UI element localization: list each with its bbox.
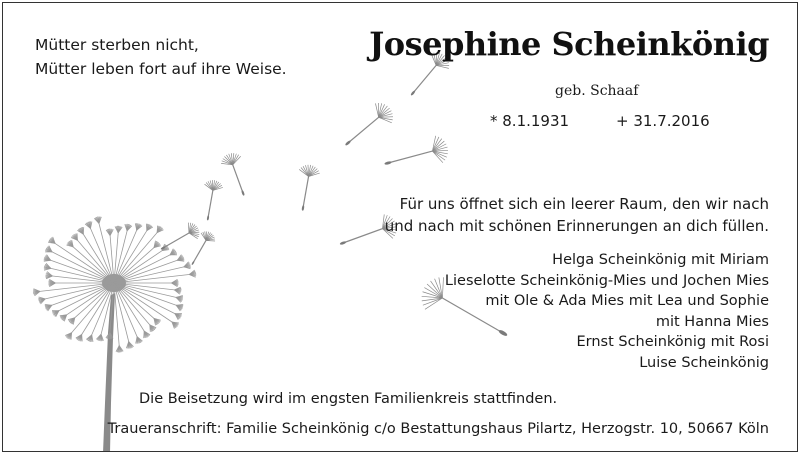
mourner-line: Lieselotte Scheinkönig-Mies und Jochen Mies <box>445 271 769 292</box>
head-seed-tuft <box>65 333 71 340</box>
head-seed-tuft <box>154 318 161 325</box>
mourner-line: mit Hanna Mies <box>445 312 769 333</box>
head-seed-tuft <box>68 318 75 325</box>
head-seed-tuft <box>86 335 93 342</box>
birth-name: geb. Schaaf <box>555 83 638 99</box>
head-seed-tuft <box>189 270 196 277</box>
head-seed-tuft <box>146 224 152 231</box>
dandelion-head-seeds <box>33 217 196 353</box>
head-seed-tuft <box>45 304 52 311</box>
head-seed-tuft <box>94 217 101 224</box>
head-seed-stalk <box>114 283 176 297</box>
head-seed-tuft <box>176 296 183 303</box>
head-seed-tuft <box>125 224 132 231</box>
quote <box>35 33 287 81</box>
motto <box>385 193 769 237</box>
motto-line-2: und nach mit schönen Erinnerungen an dich füllen. <box>385 215 769 237</box>
mourning-address: Traueranschrift: Familie Scheinkönig c/o Bestattungshaus Pilartz, Herzogstr. 10, 50667 Köln <box>108 421 769 437</box>
head-seed-tuft <box>48 279 55 286</box>
head-seed-tuft <box>60 315 67 322</box>
head-seed-tuft <box>150 325 156 332</box>
head-seed-tuft <box>172 279 179 286</box>
head-seed-tuft <box>45 246 52 252</box>
head-seed-stalk <box>51 268 114 283</box>
head-seed-stalk <box>45 283 114 299</box>
dandelion-seed-icon <box>337 98 397 154</box>
head-seed-stalk <box>114 267 184 283</box>
head-seed-tuft <box>85 221 92 228</box>
obituary-notice <box>2 2 798 452</box>
burial-notice: Die Beisetzung wird im engsten Familienkreis stattfinden. <box>139 391 557 407</box>
head-seed-tuft <box>96 334 103 341</box>
head-seed-stalk <box>52 252 114 283</box>
birth-date: * 8.1.1931 <box>490 112 569 130</box>
mourner-line: Luise Scheinkönig <box>445 353 769 374</box>
head-seed-tuft <box>144 331 150 338</box>
dandelion-seed-icon <box>219 150 254 199</box>
head-seed-tuft <box>44 255 51 262</box>
head-seed-tuft <box>33 289 40 296</box>
head-seed-tuft <box>71 233 77 240</box>
dandelion-seed-icon <box>381 134 451 178</box>
head-seed-tuft <box>157 226 163 233</box>
head-seed-tuft <box>52 311 59 317</box>
head-seed-tuft <box>106 229 113 236</box>
head-seed-tuft <box>154 241 161 248</box>
dandelion-seed-icon <box>198 179 223 222</box>
dandelion-seed-icon <box>292 163 321 212</box>
head-seed-tuft <box>67 240 74 247</box>
head-seed-tuft <box>175 314 182 320</box>
motto-line-1: Für uns öffnet sich ein leerer Raum, den wir nach <box>385 193 769 215</box>
head-seed-tuft <box>44 263 51 270</box>
head-seed-tuft <box>135 223 142 230</box>
quote-line-2: Mütter leben fort auf ihre Weise. <box>35 57 287 81</box>
head-seed-tuft <box>115 226 122 233</box>
quote-line-1: Mütter sterben nicht, <box>35 33 287 57</box>
mourners-list <box>445 250 769 373</box>
head-seed-tuft <box>46 272 53 279</box>
head-seed-tuft <box>174 287 181 294</box>
head-seed-tuft <box>176 304 183 311</box>
death-date: + 31.7.2016 <box>616 112 710 130</box>
head-seed-stalk <box>73 247 114 283</box>
head-seed-tuft <box>77 227 83 234</box>
head-seed-stalk <box>114 248 154 283</box>
mourner-line: Helga Scheinkönig mit Miriam <box>445 250 769 271</box>
head-seed-tuft <box>170 249 177 255</box>
head-seed-tuft <box>38 297 45 304</box>
head-seed-stalk <box>75 283 114 318</box>
mourner-line: Ernst Scheinkönig mit Rosi <box>445 332 769 353</box>
head-seed-tuft <box>172 322 179 329</box>
head-seed-tuft <box>48 237 55 244</box>
head-seed-tuft <box>76 335 82 342</box>
deceased-name: Josephine Scheinkönig <box>369 25 769 63</box>
dandelion-seed-icon <box>156 220 202 258</box>
dandelion-seed-icon <box>185 229 218 269</box>
head-seed-tuft <box>184 262 191 269</box>
head-seed-stalk <box>114 283 154 318</box>
head-seed-tuft <box>126 342 133 349</box>
mourner-line: mit Ole & Ada Mies mit Lea und Sophie <box>445 291 769 312</box>
head-seed-tuft <box>136 337 143 344</box>
head-seed-tuft <box>116 346 123 353</box>
head-seed-tuft <box>177 255 184 262</box>
